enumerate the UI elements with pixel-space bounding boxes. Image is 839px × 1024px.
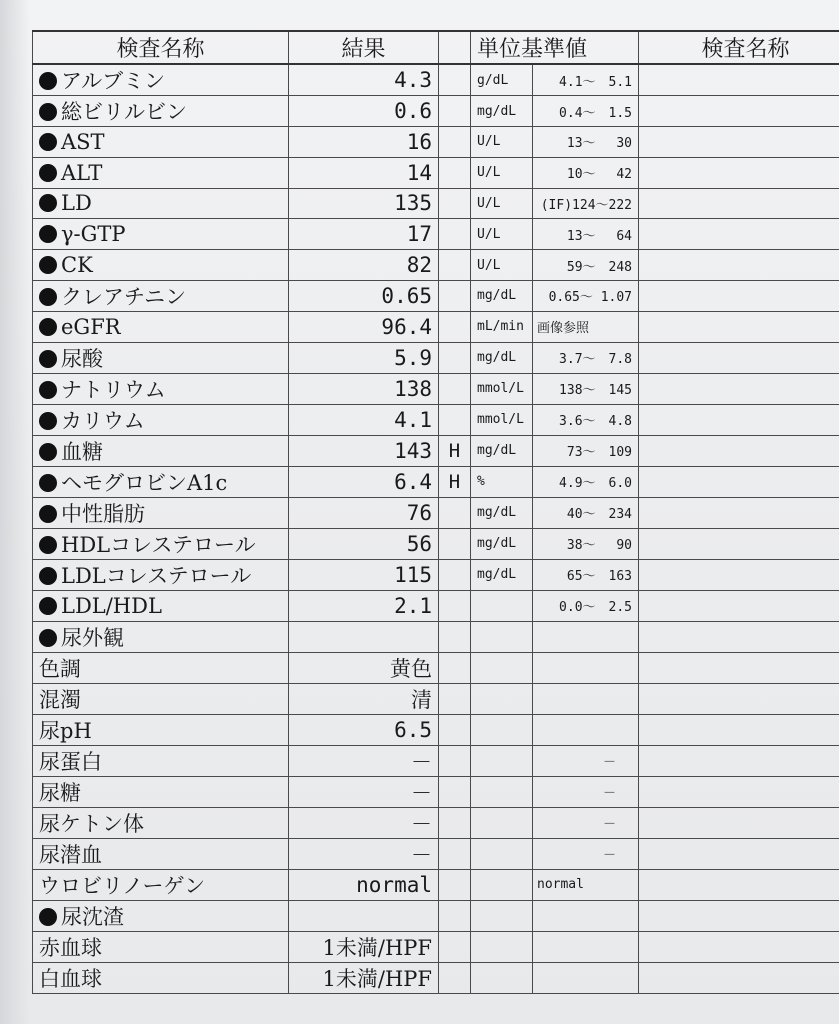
result-value: 5.9 bbox=[289, 342, 439, 373]
empty-right-cell bbox=[639, 683, 839, 714]
test-name: 尿沈渣 bbox=[61, 904, 124, 929]
abnormal-flag bbox=[439, 497, 471, 528]
reference-range bbox=[533, 714, 639, 745]
page-shadow bbox=[0, 0, 30, 1024]
table-row bbox=[33, 127, 839, 158]
bullet-dot-icon bbox=[39, 629, 57, 647]
test-name-cell bbox=[33, 714, 289, 745]
reference-range bbox=[533, 962, 639, 993]
abnormal-flag bbox=[439, 373, 471, 404]
table-row bbox=[33, 342, 839, 373]
test-name-cell bbox=[33, 869, 289, 900]
test-name: カリウム bbox=[61, 408, 145, 433]
result-value: 16 bbox=[289, 127, 439, 158]
unit-cell: U/L bbox=[471, 250, 533, 281]
test-name: 白血球 bbox=[39, 966, 102, 991]
empty-right-cell bbox=[639, 250, 839, 281]
abnormal-flag bbox=[439, 96, 471, 127]
reference-range: 0.65～ 1.07 bbox=[533, 280, 639, 311]
unit-cell bbox=[471, 652, 533, 683]
reference-range: 59～ 248 bbox=[533, 250, 639, 281]
results-body bbox=[33, 64, 839, 993]
test-name: 総ビリルビン bbox=[61, 100, 187, 124]
abnormal-flag bbox=[439, 280, 471, 311]
abnormal-flag bbox=[439, 64, 471, 96]
result-value: 115 bbox=[289, 559, 439, 590]
unit-cell: mmol/L bbox=[471, 404, 533, 435]
test-name: 尿酸 bbox=[61, 346, 103, 371]
test-name-cell bbox=[33, 435, 289, 466]
table-row bbox=[33, 404, 839, 435]
unit-cell: U/L bbox=[471, 219, 533, 250]
table-row bbox=[33, 652, 839, 683]
test-name-cell bbox=[33, 683, 289, 714]
bullet-dot-icon bbox=[39, 103, 57, 121]
abnormal-flag: H bbox=[439, 466, 471, 497]
table-header-row bbox=[33, 31, 839, 64]
header-flag bbox=[439, 31, 471, 64]
header-unit-reference: 単位基準値 bbox=[471, 31, 639, 64]
table-row bbox=[33, 188, 839, 219]
table-row bbox=[33, 250, 839, 281]
test-name: 中性脂肪 bbox=[61, 501, 145, 526]
reference-range: 4.1～ 5.1 bbox=[533, 64, 639, 96]
test-name-cell bbox=[33, 528, 289, 559]
unit-cell bbox=[471, 931, 533, 962]
table-row bbox=[33, 714, 839, 745]
abnormal-flag bbox=[439, 250, 471, 281]
bullet-dot-icon bbox=[39, 72, 57, 90]
header-test-name-2: 検査名称 bbox=[639, 31, 839, 64]
table-row bbox=[33, 373, 839, 404]
empty-right-cell bbox=[639, 219, 839, 250]
test-name: 尿糖 bbox=[39, 780, 81, 805]
result-value: 0.6 bbox=[289, 96, 439, 127]
bullet-dot-icon bbox=[39, 256, 57, 274]
test-name-cell bbox=[33, 127, 289, 158]
reference-range bbox=[533, 900, 639, 931]
unit-cell: mg/dL bbox=[471, 280, 533, 311]
abnormal-flag bbox=[439, 931, 471, 962]
reference-range: － bbox=[533, 838, 639, 869]
reference-range: 10～ 42 bbox=[533, 157, 639, 188]
bullet-dot-icon bbox=[39, 350, 57, 368]
test-name-cell bbox=[33, 776, 289, 807]
empty-right-cell bbox=[639, 838, 839, 869]
result-value: 135 bbox=[289, 188, 439, 219]
reference-range bbox=[533, 621, 639, 652]
result-value: 14 bbox=[289, 157, 439, 188]
test-name-cell bbox=[33, 404, 289, 435]
result-value: 1未満/HPF bbox=[289, 931, 439, 962]
result-value: 0.65 bbox=[289, 280, 439, 311]
unit-cell: U/L bbox=[471, 157, 533, 188]
test-name-cell bbox=[33, 807, 289, 838]
abnormal-flag bbox=[439, 869, 471, 900]
test-name-cell bbox=[33, 962, 289, 993]
test-name-cell bbox=[33, 931, 289, 962]
result-value: 黄色 bbox=[289, 652, 439, 683]
test-name: 混濁 bbox=[39, 687, 81, 712]
bullet-dot-icon bbox=[39, 225, 57, 243]
result-value: 138 bbox=[289, 373, 439, 404]
empty-right-cell bbox=[639, 652, 839, 683]
empty-right-cell bbox=[639, 404, 839, 435]
unit-cell: mL/min bbox=[471, 311, 533, 342]
empty-right-cell bbox=[639, 373, 839, 404]
test-name: 尿ケトン体 bbox=[39, 811, 144, 836]
abnormal-flag bbox=[439, 559, 471, 590]
test-name-cell bbox=[33, 250, 289, 281]
unit-cell: mg/dL bbox=[471, 559, 533, 590]
test-name-cell bbox=[33, 188, 289, 219]
test-name-cell bbox=[33, 373, 289, 404]
empty-right-cell bbox=[639, 157, 839, 188]
test-name: アルブミン bbox=[61, 69, 166, 93]
test-name: LD bbox=[61, 191, 92, 216]
reference-range bbox=[533, 652, 639, 683]
abnormal-flag bbox=[439, 652, 471, 683]
result-value: 6.5 bbox=[289, 714, 439, 745]
result-value: 17 bbox=[289, 219, 439, 250]
reference-range: 65～ 163 bbox=[533, 559, 639, 590]
table-row bbox=[33, 807, 839, 838]
result-value: － bbox=[289, 745, 439, 776]
abnormal-flag bbox=[439, 776, 471, 807]
abnormal-flag bbox=[439, 590, 471, 621]
table-row bbox=[33, 64, 839, 96]
result-value: normal bbox=[289, 869, 439, 900]
abnormal-flag bbox=[439, 900, 471, 931]
table-row bbox=[33, 621, 839, 652]
empty-right-cell bbox=[639, 280, 839, 311]
result-value: 1未満/HPF bbox=[289, 962, 439, 993]
test-name: ヘモグロビンA1c bbox=[61, 470, 228, 495]
test-name: ALT bbox=[61, 160, 103, 185]
empty-right-cell bbox=[639, 96, 839, 127]
unit-cell: mg/dL bbox=[471, 435, 533, 466]
result-value: 56 bbox=[289, 528, 439, 559]
table-row bbox=[33, 219, 839, 250]
test-name: LDLコレステロール bbox=[61, 563, 252, 588]
test-name: AST bbox=[61, 129, 105, 154]
test-name: 尿潜血 bbox=[39, 842, 102, 867]
result-value: 2.1 bbox=[289, 590, 439, 621]
reference-range: － bbox=[533, 745, 639, 776]
abnormal-flag bbox=[439, 807, 471, 838]
unit-cell bbox=[471, 714, 533, 745]
empty-right-cell bbox=[639, 311, 839, 342]
result-value: － bbox=[289, 776, 439, 807]
test-name: γ-GTP bbox=[61, 222, 126, 247]
result-value: 96.4 bbox=[289, 311, 439, 342]
empty-right-cell bbox=[639, 590, 839, 621]
table-row bbox=[33, 497, 839, 528]
test-name-cell bbox=[33, 621, 289, 652]
test-name: LDL/HDL bbox=[61, 593, 162, 618]
test-name: 色調 bbox=[39, 656, 81, 681]
empty-right-cell bbox=[639, 931, 839, 962]
table-row bbox=[33, 745, 839, 776]
empty-right-cell bbox=[639, 528, 839, 559]
abnormal-flag: H bbox=[439, 435, 471, 466]
test-name-cell bbox=[33, 342, 289, 373]
unit-cell bbox=[471, 683, 533, 714]
test-name-cell bbox=[33, 900, 289, 931]
bullet-dot-icon bbox=[39, 318, 57, 336]
table-row bbox=[33, 96, 839, 127]
reference-range: － bbox=[533, 807, 639, 838]
abnormal-flag bbox=[439, 745, 471, 776]
bullet-dot-icon bbox=[39, 443, 57, 461]
empty-right-cell bbox=[639, 497, 839, 528]
test-name-cell bbox=[33, 559, 289, 590]
table-row bbox=[33, 559, 839, 590]
empty-right-cell bbox=[639, 559, 839, 590]
abnormal-flag bbox=[439, 528, 471, 559]
empty-right-cell bbox=[639, 188, 839, 219]
test-name-cell bbox=[33, 64, 289, 96]
empty-right-cell bbox=[639, 776, 839, 807]
test-name-cell bbox=[33, 838, 289, 869]
bullet-dot-icon bbox=[39, 412, 57, 430]
table-row bbox=[33, 435, 839, 466]
unit-cell bbox=[471, 807, 533, 838]
header-test-name: 検査名称 bbox=[33, 31, 289, 64]
empty-right-cell bbox=[639, 714, 839, 745]
empty-right-cell bbox=[639, 127, 839, 158]
table-row bbox=[33, 590, 839, 621]
reference-range: (IF)124～222 bbox=[533, 188, 639, 219]
test-name-cell bbox=[33, 311, 289, 342]
result-value bbox=[289, 900, 439, 931]
unit-cell: % bbox=[471, 466, 533, 497]
abnormal-flag bbox=[439, 219, 471, 250]
test-name: 尿外観 bbox=[61, 625, 124, 650]
unit-cell: mg/dL bbox=[471, 497, 533, 528]
test-name: eGFR bbox=[61, 314, 121, 339]
table-row bbox=[33, 931, 839, 962]
header-result: 結果 bbox=[289, 31, 439, 64]
reference-range bbox=[533, 931, 639, 962]
bullet-dot-icon bbox=[39, 164, 57, 182]
unit-cell bbox=[471, 745, 533, 776]
unit-cell: mg/dL bbox=[471, 96, 533, 127]
empty-right-cell bbox=[639, 745, 839, 776]
reference-range: 73～ 109 bbox=[533, 435, 639, 466]
result-value: 4.3 bbox=[289, 64, 439, 96]
result-value: － bbox=[289, 807, 439, 838]
bullet-dot-icon bbox=[39, 474, 57, 492]
test-name: CK bbox=[61, 253, 93, 278]
abnormal-flag bbox=[439, 621, 471, 652]
reference-range: 画像参照 bbox=[533, 311, 639, 342]
empty-right-cell bbox=[639, 621, 839, 652]
result-value: 4.1 bbox=[289, 404, 439, 435]
test-name: クレアチニン bbox=[61, 284, 187, 309]
abnormal-flag bbox=[439, 311, 471, 342]
result-value bbox=[289, 621, 439, 652]
empty-right-cell bbox=[639, 807, 839, 838]
unit-cell: U/L bbox=[471, 188, 533, 219]
bullet-dot-icon bbox=[39, 194, 57, 212]
table-row bbox=[33, 838, 839, 869]
reference-range: 38～ 90 bbox=[533, 528, 639, 559]
result-value: 82 bbox=[289, 250, 439, 281]
bullet-dot-icon bbox=[39, 567, 57, 585]
reference-range: 0.4～ 1.5 bbox=[533, 96, 639, 127]
result-value: 清 bbox=[289, 683, 439, 714]
test-name-cell bbox=[33, 497, 289, 528]
unit-cell bbox=[471, 869, 533, 900]
empty-right-cell bbox=[639, 466, 839, 497]
table-row bbox=[33, 528, 839, 559]
table-row bbox=[33, 466, 839, 497]
result-value: 6.4 bbox=[289, 466, 439, 497]
bullet-dot-icon bbox=[39, 505, 57, 523]
reference-range: 138～ 145 bbox=[533, 373, 639, 404]
test-name: ナトリウム bbox=[61, 377, 166, 402]
table-row bbox=[33, 683, 839, 714]
abnormal-flag bbox=[439, 188, 471, 219]
test-name-cell bbox=[33, 652, 289, 683]
test-name: 尿pH bbox=[39, 718, 92, 743]
test-name-cell bbox=[33, 590, 289, 621]
test-name: 赤血球 bbox=[39, 935, 102, 960]
abnormal-flag bbox=[439, 342, 471, 373]
result-value: 76 bbox=[289, 497, 439, 528]
reference-range: 13～ 64 bbox=[533, 219, 639, 250]
unit-cell bbox=[471, 962, 533, 993]
abnormal-flag bbox=[439, 962, 471, 993]
table-row bbox=[33, 900, 839, 931]
unit-cell bbox=[471, 900, 533, 931]
table-row bbox=[33, 869, 839, 900]
abnormal-flag bbox=[439, 838, 471, 869]
table-row bbox=[33, 962, 839, 993]
test-name-cell bbox=[33, 280, 289, 311]
test-name-cell bbox=[33, 219, 289, 250]
empty-right-cell bbox=[639, 435, 839, 466]
bullet-dot-icon bbox=[39, 536, 57, 554]
bullet-dot-icon bbox=[39, 381, 57, 399]
unit-cell bbox=[471, 621, 533, 652]
unit-cell: mg/dL bbox=[471, 342, 533, 373]
empty-right-cell bbox=[639, 869, 839, 900]
lab-results-table bbox=[32, 30, 839, 994]
abnormal-flag bbox=[439, 157, 471, 188]
test-name-cell bbox=[33, 745, 289, 776]
test-name-cell bbox=[33, 157, 289, 188]
reference-range: 3.7～ 7.8 bbox=[533, 342, 639, 373]
abnormal-flag bbox=[439, 127, 471, 158]
reference-range: － bbox=[533, 776, 639, 807]
table-row bbox=[33, 280, 839, 311]
reference-range bbox=[533, 683, 639, 714]
empty-right-cell bbox=[639, 342, 839, 373]
unit-cell: g/dL bbox=[471, 64, 533, 96]
empty-right-cell bbox=[639, 64, 839, 96]
result-value: － bbox=[289, 838, 439, 869]
reference-range: 0.0～ 2.5 bbox=[533, 590, 639, 621]
test-name-cell bbox=[33, 466, 289, 497]
abnormal-flag bbox=[439, 714, 471, 745]
reference-range: 3.6～ 4.8 bbox=[533, 404, 639, 435]
test-name-cell bbox=[33, 96, 289, 127]
unit-cell bbox=[471, 838, 533, 869]
unit-cell: mmol/L bbox=[471, 373, 533, 404]
unit-cell bbox=[471, 590, 533, 621]
unit-cell: U/L bbox=[471, 127, 533, 158]
result-value: 143 bbox=[289, 435, 439, 466]
reference-range: 13～ 30 bbox=[533, 127, 639, 158]
unit-cell: mg/dL bbox=[471, 528, 533, 559]
test-name: HDLコレステロール bbox=[61, 532, 256, 557]
table-row bbox=[33, 311, 839, 342]
test-name: 尿蛋白 bbox=[39, 749, 102, 774]
bullet-dot-icon bbox=[39, 908, 57, 926]
test-name: ウロビリノーゲン bbox=[39, 873, 206, 898]
test-name: 血糖 bbox=[61, 439, 103, 464]
empty-right-cell bbox=[639, 900, 839, 931]
abnormal-flag bbox=[439, 404, 471, 435]
reference-range: 40～ 234 bbox=[533, 497, 639, 528]
reference-range: normal bbox=[533, 869, 639, 900]
bullet-dot-icon bbox=[39, 133, 57, 151]
bullet-dot-icon bbox=[39, 288, 57, 306]
table-row bbox=[33, 157, 839, 188]
empty-right-cell bbox=[639, 962, 839, 993]
abnormal-flag bbox=[439, 683, 471, 714]
reference-range: 4.9～ 6.0 bbox=[533, 466, 639, 497]
unit-cell bbox=[471, 776, 533, 807]
table-row bbox=[33, 776, 839, 807]
bullet-dot-icon bbox=[39, 597, 57, 615]
